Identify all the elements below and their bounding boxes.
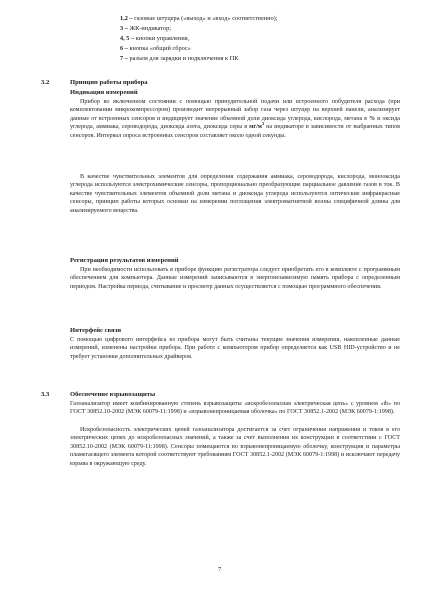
legend-item [120,54,278,64]
legend-key: 3 – [120,25,128,32]
paragraph: С помощью цифрового интерфейса из прибора могут быть считаны текущие значения измерения, накопленные данные измерений, изменены настройки прибора. При работе с компьютером прибор определяется как USB HID-устройство и не требует установки дополнительных драйверов. [70,337,400,360]
legend-item [120,14,278,24]
legend-item [120,34,278,44]
legend-key: 1,2 – [120,15,133,22]
legend-item [120,44,278,54]
subsection-title: Регистрация результатов измерений [70,257,179,264]
legend-text: газовые штуцера («выход» и «вход» соответственно); [134,15,278,22]
subsection-title: Интерфейс связи [70,327,122,334]
figure-legend [120,14,278,64]
legend-text: кнопка «общий сброс» [129,45,191,52]
paragraph: Искробезопасность электрических цепей газоанализатора достигается за счет ограничения напряжения и токов в его электрических цепях до искробезопасных значений, а также за счет выполнения их конструкции в соответствии с ГОСТ 30852.10-2002 (МЭК 60079-11:1998). Сенсоры помещаются во взрывонепроницаемую оболочку, конструкция и параметры пламегасящего элемента которой соответствуют требованиям ГОСТ 30852.1-2002 (МЭК 60079-1:1998) и исключают передачу взрыва в окружающую среду. [70,427,400,467]
paragraph: В качестве чувствительных элементов для определения содержания аммиака, сероводорода, кислорода, монооксида углерода используются электрохимические сенсоры, пропорционально преобразующие парциальное давление газов в ток. В качестве чувствительных элементов объемной доли метана и диоксида углерода используются оптические инфракрасные сенсоры, принцип работы которых основан на измерении поглощения электромагнитной волны специфичной длины для анализируемого вещества. [70,174,400,214]
section-title: Принцип работы прибора [70,79,148,86]
legend-key: 6 – [120,45,128,52]
subsection-title: Индикация измерений [70,89,138,96]
legend-key: 4, 5 – [120,35,135,42]
paragraph: Газоанализатор имеет комбинированную степень взрывозащиты «искробезопасная электрическая цепь» с уровнем «ib» по ГОСТ 30852.10-2002 (МЭК 60079-11:1998) и «взрывонепроницаемая оболочка» по ГОСТ 30852.1-2002 (МЭК 60079-1:1998). [70,401,400,416]
legend-text: разъем для зарядки и подключения к ПК [129,55,239,62]
page-number: 7 [218,566,222,573]
legend-text: кнопки управления, [135,35,190,42]
section-number: 3.2 [41,79,50,86]
legend-text: ЖК-индикатор; [129,25,172,32]
section-title: Обеспечение взрывозащиты [70,391,156,398]
legend-item [120,24,278,34]
paragraph: При необходимости использовать в приборе функцию регистратора следует приобретать его в комплекте с программным обеспечением для компьютера. Данные измерений записываются в энергонезависимую память прибора с определенным периодом. Настройка периода, считывание и просмотр данных осуществляется с помощью программного обеспечения. [70,267,400,290]
legend-key: 7 – [120,55,128,62]
section-number: 3.3 [41,391,50,398]
paragraph: Прибор во включенном состоянии с помощью принудительной подачи или встроенного побудителя расхода (при комплектовании микрокомпрессором) производит непрерывный забор газа через штуцер на верхней панели, анализирует данные от встроенных сенсоров и индицирует значение объемной доли диоксида углерода, кислорода, метана в % и оксида углерода, аммиака, сероводорода, диоксида азота, диоксида серы в $мг/м^3$ на индикаторе в зависимости от выбранных типов сенсоров. Интервал опроса встроенных сенсоров составляет около одной секунды. [70,99,401,139]
